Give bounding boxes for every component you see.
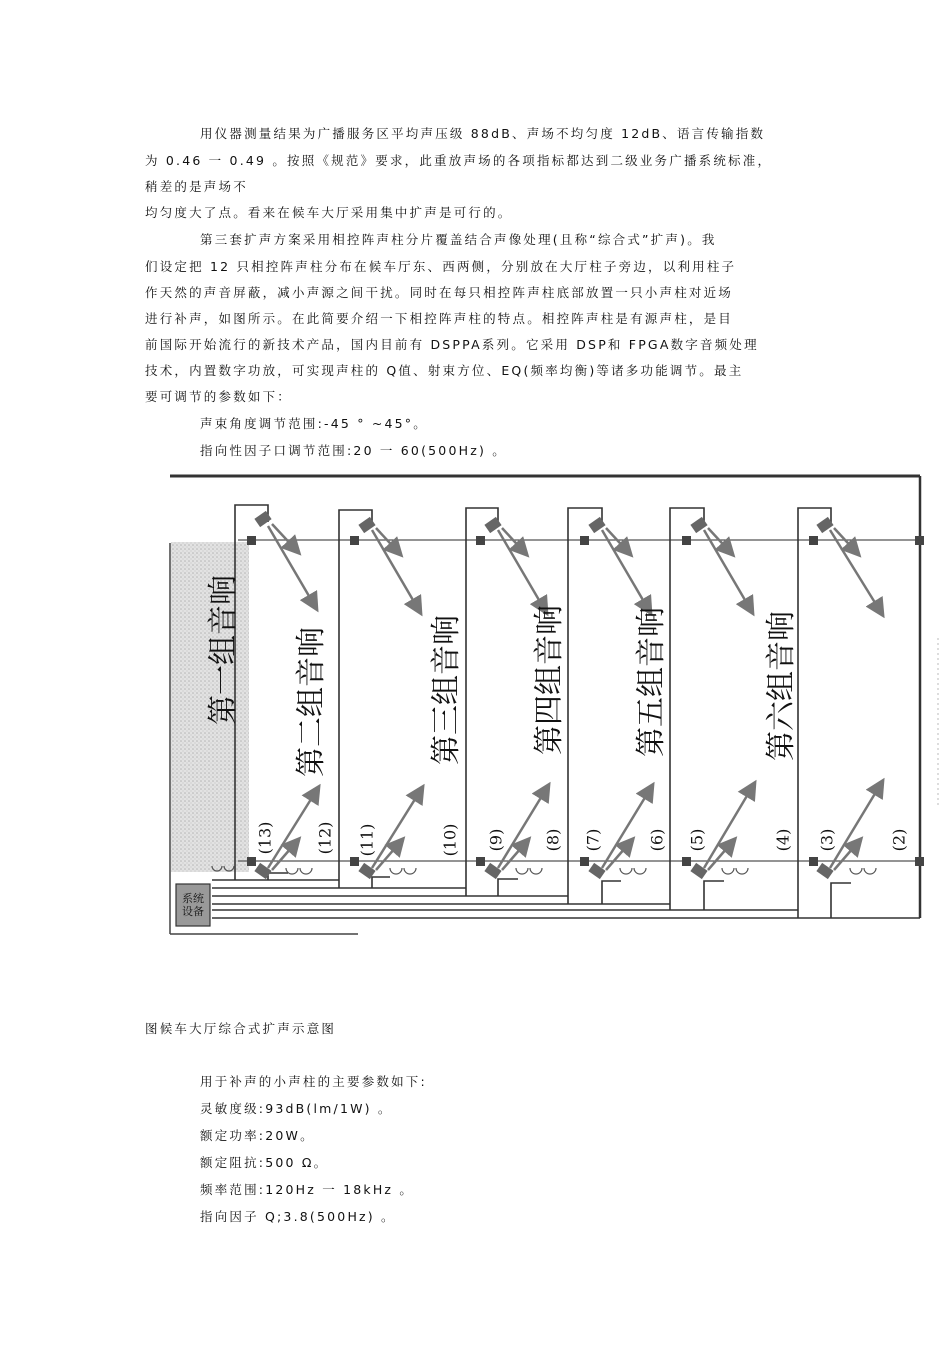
fill-speaker — [390, 868, 416, 874]
sound-beam-arrow — [704, 784, 754, 868]
sound-beam-arrow — [372, 530, 420, 612]
line-speaker-nodes — [247, 536, 924, 866]
paragraph-line: 们设定把 12 只相控阵声柱分布在候车厅东、西两侧，分别放在大厅柱子旁边，以利用柱子 — [145, 259, 737, 274]
group-label: 第三组音响 — [429, 615, 464, 765]
fill-speakers — [212, 866, 876, 874]
paragraph-line: 用仪器测量结果为广播服务区平均声压级 88dB、声场不均匀度 12dB、语言传输指数 — [200, 126, 766, 141]
hall-speaker-layout-diagram — [168, 468, 944, 943]
column-number: (5) — [687, 828, 707, 852]
paragraph-line: 作天然的声音屏蔽，减小声源之间干扰。同时在每只相控阵声柱底部放置一只小声柱对近场 — [145, 285, 734, 300]
speaker-node — [682, 857, 691, 866]
speaker-node — [809, 536, 818, 545]
paragraph-line: 前国际开始流行的新技术产品，国内目前有 DSPPA系列。它采用 DSP和 FPGA数字音频处理 — [145, 337, 759, 352]
column-number: (6) — [647, 828, 667, 852]
speaker-node — [580, 857, 589, 866]
column-number: (9) — [486, 828, 506, 852]
speaker-node — [350, 857, 359, 866]
fill-speaker — [516, 868, 542, 874]
speaker-node — [476, 857, 485, 866]
parameter-line: 指向因子 Q;3.8(500Hz) 。 — [200, 1209, 396, 1224]
sound-beam-arrow — [830, 782, 882, 868]
speaker-node — [247, 536, 256, 545]
parameter-line: 指向性因子口调节范围:20 一 60(500Hz) 。 — [200, 443, 507, 458]
speaker-node — [915, 536, 924, 545]
column-number: (13) — [255, 821, 275, 855]
group-label: 第一组音响 — [206, 575, 241, 725]
speaker-node — [350, 536, 359, 545]
sound-beam-arrow — [602, 530, 650, 612]
column-number: (4) — [773, 828, 793, 852]
paragraph-line: 均匀度大了点。看来在候车大厅采用集中扩声是可行的。 — [145, 205, 513, 220]
parameter-line: 用于补声的小声柱的主要参数如下: — [200, 1074, 427, 1089]
speaker-node — [247, 857, 256, 866]
column-number: (3) — [817, 828, 837, 852]
column-number: (10) — [440, 823, 460, 857]
fill-speaker — [286, 868, 312, 874]
column-number: (11) — [357, 823, 377, 857]
speaker-node — [682, 536, 691, 545]
column-number: (8) — [543, 828, 563, 852]
cable-bundle — [212, 880, 920, 918]
group-label: 第四组音响 — [532, 605, 567, 755]
sound-beam-arrow — [498, 786, 548, 868]
fill-speaker — [620, 868, 646, 874]
parameter-line: 声束角度调节范围:-45 ° ~45°。 — [200, 416, 428, 431]
parameter-line: 额定功率:20W。 — [200, 1128, 315, 1143]
parameter-line: 额定阻抗:500 Ω。 — [200, 1155, 329, 1170]
figure-caption: 图候车大厅综合式扩声示意图 — [145, 1021, 337, 1036]
paragraph-line: 稍差的是声场不 — [145, 179, 248, 194]
speaker-node — [580, 536, 589, 545]
paragraph-line: 技术，内置数字功放，可实现声柱的 Q值、射束方位、EQ(频率均衡)等诸多功能调节。最主 — [145, 363, 744, 378]
parameter-line: 频率范围:120Hz 一 18kHz 。 — [200, 1182, 415, 1197]
fill-speaker — [722, 868, 748, 874]
sound-beam-arrow — [704, 530, 752, 612]
group-label: 第六组音响 — [764, 611, 799, 761]
sound-beam-arrow — [268, 526, 316, 608]
speaker-node — [476, 536, 485, 545]
sound-beam-arrow — [830, 530, 882, 614]
sound-beam-arrow — [268, 788, 318, 868]
group-label: 第二组音响 — [294, 627, 329, 777]
column-number: (7) — [583, 828, 603, 852]
column-number: (12) — [315, 821, 335, 855]
paragraph-line: 第三套扩声方案采用相控阵声柱分片覆盖结合声像处理(且称“综合式”扩声)。我 — [200, 232, 717, 247]
column-number: (2) — [889, 828, 909, 852]
fill-speaker — [850, 868, 876, 874]
paragraph-line: 为 0.46 一 0.49 。按照《规范》要求，此重放声场的各项指标都达到二级业务广播系统标准， — [145, 153, 773, 168]
speaker-node — [915, 857, 924, 866]
sound-beam-arrow — [602, 786, 652, 868]
paragraph-line: 要可调节的参数如下： — [145, 389, 293, 404]
sound-beam-arrow — [372, 788, 422, 868]
paragraph-line: 进行补声，如图所示。在此简要介绍一下相控阵声柱的特点。相控阵声柱是有源声柱，是目 — [145, 311, 734, 326]
sound-beam-arrow — [498, 530, 546, 612]
system-equipment-label: 系统设备 — [182, 892, 204, 918]
group-label: 第五组音响 — [634, 607, 669, 757]
parameter-line: 灵敏度级:93dB(lm/1W) 。 — [200, 1101, 393, 1116]
speaker-node — [809, 857, 818, 866]
speaker-array — [254, 511, 271, 527]
